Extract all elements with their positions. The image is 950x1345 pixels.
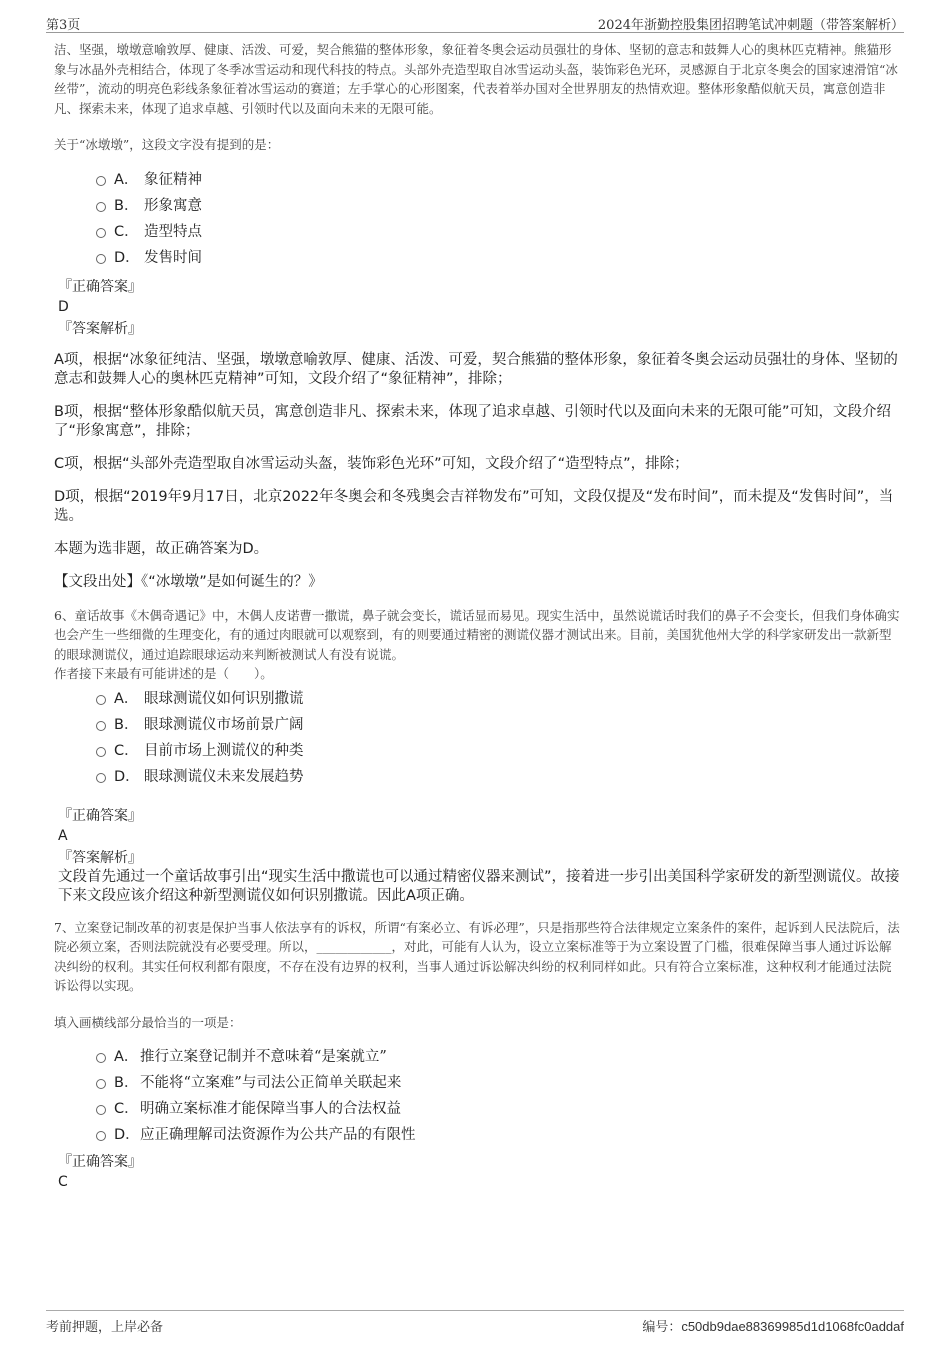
q7-option-b[interactable]: B． 不能将“立案难”与司法公正简单关联起来 [54,1070,902,1096]
q5-option-d[interactable]: D． 发售时间 [54,245,902,271]
option-text: 眼球测谎仪如何识别撒谎 [144,690,304,707]
q5-analysis-b: B项，根据“整体形象酷似航天员，寓意创造非凡、探索未来，体现了追求卓越、引领时代以及面向未来的无限可能”可知，文段介绍了“形象寓意”，排除； [54,403,891,439]
radio-button[interactable] [96,721,106,731]
q6-question: 作者接下来最有可能讲述的是（ ）。 [54,666,273,681]
option-text: 发售时间 [144,249,202,266]
q5-option-c[interactable]: C． 造型特点 [54,219,902,245]
q6-answer-label: 『正确答案』 [58,807,142,824]
document-title: 2024年浙勤控股集团招聘笔试冲刺题（带答案解析） [597,18,904,33]
q6-option-d[interactable]: D． 眼球测谎仪未来发展趋势 [54,764,902,790]
q5-analysis-a: A项，根据“冰象征纯洁、坚强，墩墩意喻敦厚、健康、活泼、可爱，契合熊猫的整体形象，象征着冬奥会运动员强壮的身体、坚韧的意志和鼓舞人心的奥林匹克精神”可知，文段介绍了“象征精神”，排除； [54,351,898,387]
q6-analysis: 文段首先通过一个童话故事引出“现实生活中撒谎也可以通过精密仪器来测试”，接着进一步引出美国科学家研发的新型测谎仪。故接下来文段应该介绍这种新型测谎仪如何识别撒谎。因此A项正确。 [58,868,900,904]
option-text: 目前市场上测谎仪的种类 [144,742,304,759]
radio-button[interactable] [96,747,106,757]
q6-option-a[interactable]: A． 眼球测谎仪如何识别撒谎 [54,686,902,712]
q6-analysis-label: 『答案解析』 [58,849,142,866]
q6-option-b[interactable]: B． 眼球测谎仪市场前景广阔 [54,712,902,738]
radio-button[interactable] [96,773,106,783]
q5-option-a[interactable]: A． 象征精神 [54,167,902,193]
q5-passage: 洁、坚强，墩墩意喻敦厚、健康、活泼、可爱，契合熊猫的整体形象，象征着冬奥会运动员强壮的身体、坚韧的意志和鼓舞人心的奥林匹克精神。熊猫形象与冰晶外壳相结合，体现了冬季冰雪运动和现代科技的特点。头部外壳造型取自冰雪运动头盔，装饰彩色光环，灵感源自于北京冬奥会的国家速滑馆“冰丝带”，流动的明亮色彩线条象征着冰雪运动的赛道；左手掌心的心形图案，代表着举办国对全世界朋友的热情欢迎。整体形象酷似航天员，寓意创造非凡、探索未来，体现了追求卓越、引领时代以及面向未来的无限可能。 [54,42,898,116]
radio-button[interactable] [96,228,106,238]
q5-answer: D [58,298,69,315]
option-text: 明确立案标准才能保障当事人的合法权益 [140,1101,401,1117]
q7-option-c[interactable]: C．明确立案标准才能保障当事人的合法权益 [54,1096,902,1122]
option-text: 推行立案登记制并不意味着“是案就立” [140,1049,387,1065]
radio-button[interactable] [96,1131,106,1141]
q6-answer: A [58,827,68,844]
q5-options [54,167,902,271]
document-id: 编号：c50db9dae88369985d1d1068fc0addaf [642,1319,904,1334]
radio-button[interactable] [96,254,106,264]
q5-analysis-d: D项，根据“2019年9月17日，北京2022年冬奥会和冬残奥会吉祥物发布”可知，文段仅提及“发布时间”，而未提及“发售时间”，当选。 [54,488,894,524]
radio-button[interactable] [96,1053,106,1063]
q6-options [54,686,902,790]
q6-option-c[interactable]: C． 目前市场上测谎仪的种类 [54,738,902,764]
q5-analysis-label: 『答案解析』 [58,320,142,337]
q7-question: 填入画横线部分最恰当的一项是： [54,1014,242,1030]
option-text: 造型特点 [144,223,202,240]
q7-option-a[interactable]: A． 推行立案登记制并不意味着“是案就立” [54,1044,902,1070]
q5-answer-label: 『正确答案』 [58,278,142,295]
page-content [54,40,902,1192]
q7-passage: 7、立案登记制改革的初衷是保护当事人依法享有的诉权，所谓“有案必立、有诉必理”，只是指那些符合法律规定立案条件的案件，起诉到人民法院后，法院必须立案，否则法院就没有必要受理。所以，____________，对此，可能有人认为，设立立案标准等于为立案设置了门槛，很难保障当事人通过诉讼解决纠纷的权利。其实任何权利都有限度，不存在没有边界的权利，当事人通过诉讼解决纠纷的权利同样如此。只有符合立案标准，这种权利才能通过法院诉讼得以实现。 [54,919,900,993]
option-text: 应正确理解司法资源作为公共产品的有限性 [140,1127,416,1143]
option-text: 形象寓意 [144,197,202,214]
q7-answer: C [58,1174,68,1190]
radio-button[interactable] [96,695,106,705]
q5-conclusion: 本题为选非题，故正确答案为D。 [54,540,269,557]
option-text: 不能将“立案难”与司法公正简单关联起来 [140,1075,402,1091]
option-text: 眼球测谎仪市场前景广阔 [144,716,304,733]
option-text: 象征精神 [144,171,202,188]
q7-answer-label: 『正确答案』 [58,1154,142,1170]
fill-in-blank: ____________ [316,939,392,954]
option-text: 眼球测谎仪未来发展趋势 [144,768,304,785]
q5-option-b[interactable]: B． 形象寓意 [54,193,902,219]
q7-option-d[interactable]: D．应正确理解司法资源作为公共产品的有限性 [54,1122,902,1148]
radio-button[interactable] [96,1105,106,1115]
q5-question: 关于“冰墩墩”，这段文字没有提到的是： [54,137,280,152]
q7-options [54,1044,902,1148]
radio-button[interactable] [96,202,106,212]
page-header [46,10,904,33]
radio-button[interactable] [96,176,106,186]
page-footer [46,1310,904,1335]
q5-source: 【文段出处】《“冰墩墩”是如何诞生的？》 [54,573,323,590]
footer-slogan: 考前押题，上岸必备 [46,1320,164,1335]
q6-passage: 6、童话故事《木偶奇遇记》中，木偶人皮诺曹一撒谎，鼻子就会变长，谎话显而易见。现实生活中，虽然说谎话时我们的鼻子不会变长，但我们身体确实也会产生一些细微的生理变化，有的通过肉眼就可以观察到，有的则要通过精密的测谎仪器才测试出来。目前，美国犹他州大学的科学家研发出一款新型的眼球测谎仪，通过追踪眼球运动来判断被测试人有没有说谎。 [54,607,900,662]
page-number: 第3页 [46,18,81,33]
radio-button[interactable] [96,1079,106,1089]
q5-analysis-c: C项，根据“头部外壳造型取自冰雪运动头盔，装饰彩色光环”可知，文段介绍了“造型特点”，排除； [54,455,689,472]
